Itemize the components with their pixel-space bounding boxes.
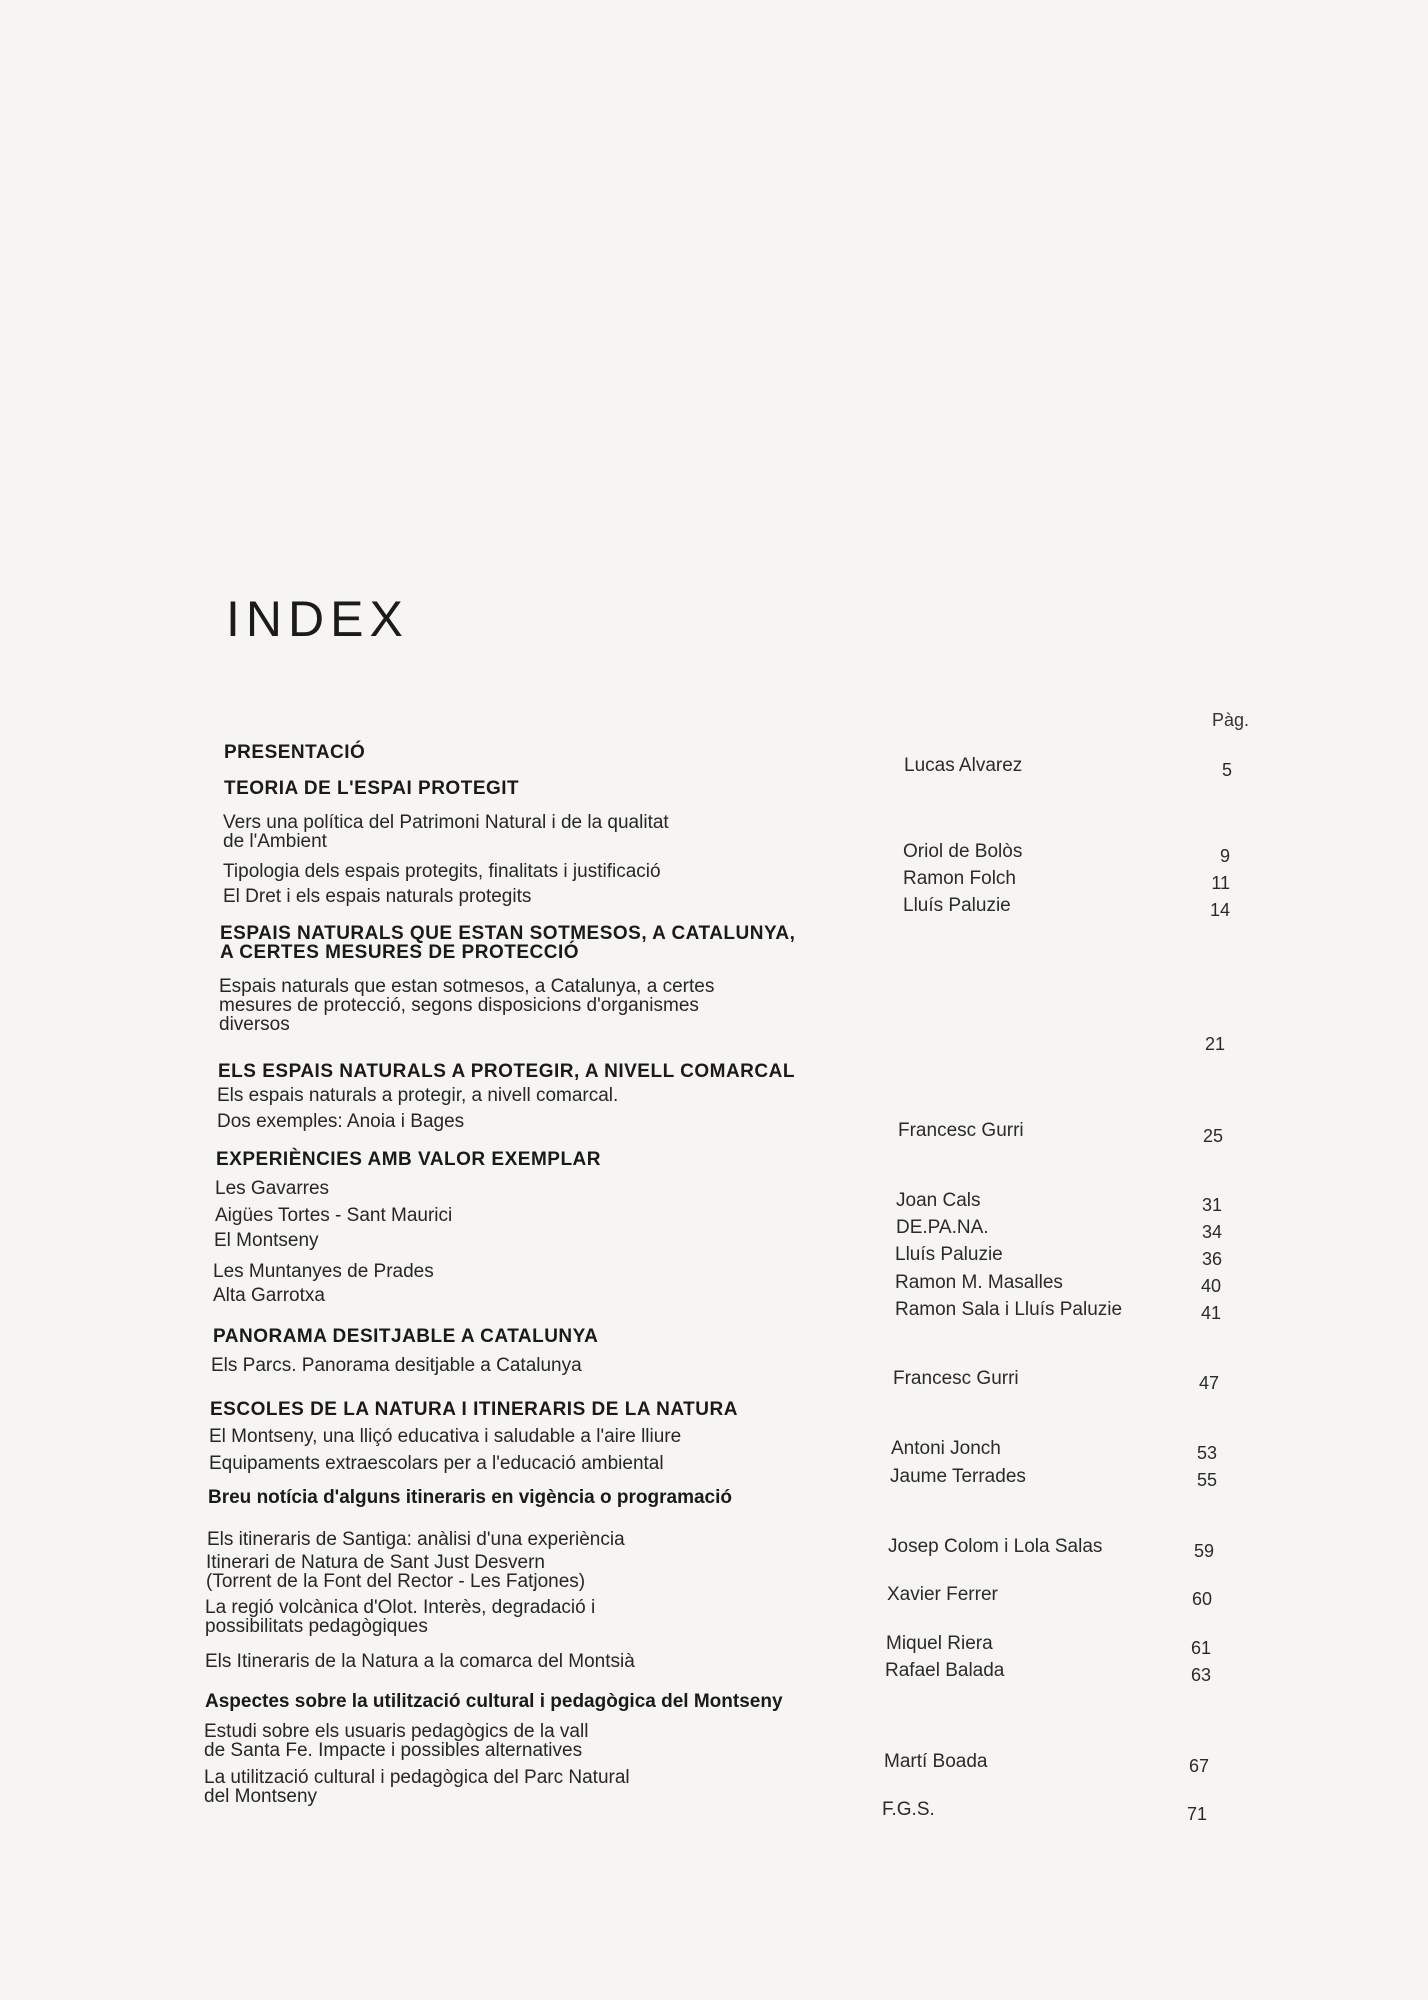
entry-montseny: El Montseny — [214, 1230, 319, 1251]
entry-sant-just-line1: Itinerari de Natura de Sant Just Desvern — [206, 1552, 546, 1573]
entry-equipaments: Equipaments extraescolars per a l'educació ambiental — [209, 1453, 664, 1474]
author-folch: Ramon Folch — [903, 868, 1016, 889]
page-number: 11 — [1211, 873, 1230, 893]
entry-comarcal-line2: Dos exemples: Anoia i Bages — [217, 1111, 465, 1132]
page-number: 31 — [1201, 1195, 1222, 1215]
page-column-label: Pàg. — [1212, 710, 1250, 730]
entry-sotmesos-line1: Espais naturals que estan sotmesos, a Catalunya, a certes — [219, 976, 715, 997]
heading-panorama: PANORAMA DESITJABLE A CATALUNYA — [213, 1326, 599, 1347]
entry-olot-line2: possibilitats pedagògiques — [205, 1616, 428, 1637]
page-title: INDEX — [226, 591, 409, 647]
entry-estudi-line2: de Santa Fe. Impacte i possibles alternatives — [204, 1740, 583, 1761]
author-sala-paluzie: Ramon Sala i Lluís Paluzie — [895, 1299, 1123, 1320]
heading-presentacio: PRESENTACIÓ — [224, 742, 366, 763]
page-number: 9 — [1219, 846, 1230, 866]
author-paluzie: Lluís Paluzie — [903, 895, 1011, 916]
heading-espais-sotmesos-line2: A CERTES MESURES DE PROTECCIÓ — [220, 942, 580, 963]
entry-alta-garrotxa: Alta Garrotxa — [213, 1285, 325, 1306]
author-boada: Martí Boada — [884, 1751, 988, 1772]
page-number: 5 — [1221, 760, 1232, 780]
heading-breu: Breu notícia d'alguns itineraris en vigència o programació — [208, 1487, 732, 1508]
heading-espais-sotmesos-line1: ESPAIS NATURALS QUE ESTAN SOTMESOS, A CATALUNYA, — [220, 923, 796, 944]
entry-olot-line1: La regió volcànica d'Olot. Interès, degradació i — [205, 1597, 596, 1618]
page-number: 14 — [1209, 900, 1230, 920]
entry-politica-line2: de l'Ambient — [223, 831, 327, 852]
author-terrades: Jaume Terrades — [890, 1466, 1026, 1487]
author-alvarez: Lucas Alvarez — [904, 755, 1023, 776]
author-gurri-1: Francesc Gurri — [898, 1120, 1024, 1141]
page-number: 60 — [1191, 1589, 1212, 1609]
author-riera: Miquel Riera — [886, 1633, 993, 1654]
author-paluzie-2: Lluís Paluzie — [895, 1244, 1003, 1265]
author-gurri-2: Francesc Gurri — [893, 1368, 1019, 1389]
page-number: 36 — [1201, 1249, 1222, 1269]
entry-gavarres: Les Gavarres — [215, 1178, 330, 1199]
page-number: 67 — [1188, 1756, 1209, 1776]
author-jonch: Antoni Jonch — [891, 1438, 1001, 1459]
page-number: 61 — [1190, 1638, 1211, 1658]
page-number: 63 — [1190, 1665, 1211, 1685]
entry-politica-line1: Vers una política del Patrimoni Natural i de la qualitat — [223, 812, 669, 833]
entry-sant-just-line2: (Torrent de la Font del Rector - Les Fatjones) — [206, 1571, 586, 1592]
page-number: 34 — [1201, 1222, 1222, 1242]
page-number: 40 — [1200, 1276, 1221, 1296]
entry-llico-educativa: El Montseny, una lliçó educativa i saludable a l'aire lliure — [209, 1426, 682, 1447]
author-ferrer: Xavier Ferrer — [887, 1584, 998, 1605]
page-number: 71 — [1186, 1804, 1207, 1824]
entry-sotmesos-line3: diversos — [219, 1014, 290, 1035]
author-depana: DE.PA.NA. — [896, 1217, 989, 1238]
entry-aigues-tortes: Aigües Tortes - Sant Maurici — [215, 1205, 453, 1226]
entry-parcs: Els Parcs. Panorama desitjable a Catalunya — [211, 1355, 582, 1376]
author-masalles: Ramon M. Masalles — [895, 1272, 1063, 1293]
page-number: 59 — [1193, 1541, 1214, 1561]
entry-muntanyes-prades: Les Muntanyes de Prades — [213, 1261, 434, 1282]
page-number: 41 — [1200, 1303, 1221, 1323]
entry-utilitzacio-line2: del Montseny — [204, 1786, 318, 1807]
entry-montsia: Els Itineraris de la Natura a la comarca del Montsià — [205, 1651, 635, 1672]
page-number: 47 — [1198, 1373, 1219, 1393]
page-number: 55 — [1196, 1470, 1217, 1490]
author-balada: Rafael Balada — [885, 1660, 1005, 1681]
heading-experiencies: EXPERIÈNCIES AMB VALOR EXEMPLAR — [216, 1149, 601, 1170]
page-number: 21 — [1204, 1034, 1225, 1054]
heading-aspectes: Aspectes sobre la utilització cultural i pedagògica del Montseny — [205, 1691, 783, 1712]
author-cals: Joan Cals — [896, 1190, 981, 1211]
author-fgs: F.G.S. — [882, 1799, 935, 1820]
entry-comarcal-line1: Els espais naturals a protegir, a nivell comarcal. — [217, 1085, 619, 1106]
entry-estudi-line1: Estudi sobre els usuaris pedagògics de la vall — [204, 1721, 589, 1742]
entry-utilitzacio-line1: La utilització cultural i pedagògica del Parc Natural — [204, 1767, 630, 1788]
heading-teoria: TEORIA DE L'ESPAI PROTEGIT — [224, 778, 520, 799]
heading-escoles: ESCOLES DE LA NATURA I ITINERARIS DE LA NATURA — [210, 1399, 738, 1420]
entry-tipologia: Tipologia dels espais protegits, finalitats i justificació — [223, 861, 661, 882]
author-colom-salas: Josep Colom i Lola Salas — [888, 1536, 1103, 1557]
page-number: 53 — [1196, 1443, 1217, 1463]
heading-comarcal: ELS ESPAIS NATURALS A PROTEGIR, A NIVELL COMARCAL — [218, 1061, 795, 1082]
entry-santiga: Els itineraris de Santiga: anàlisi d'una experiència — [207, 1529, 625, 1550]
entry-sotmesos-line2: mesures de protecció, segons disposicions d'organismes — [219, 995, 699, 1016]
author-bolos: Oriol de Bolòs — [903, 841, 1023, 862]
page-number: 25 — [1202, 1126, 1223, 1146]
entry-dret: El Dret i els espais naturals protegits — [223, 886, 532, 907]
